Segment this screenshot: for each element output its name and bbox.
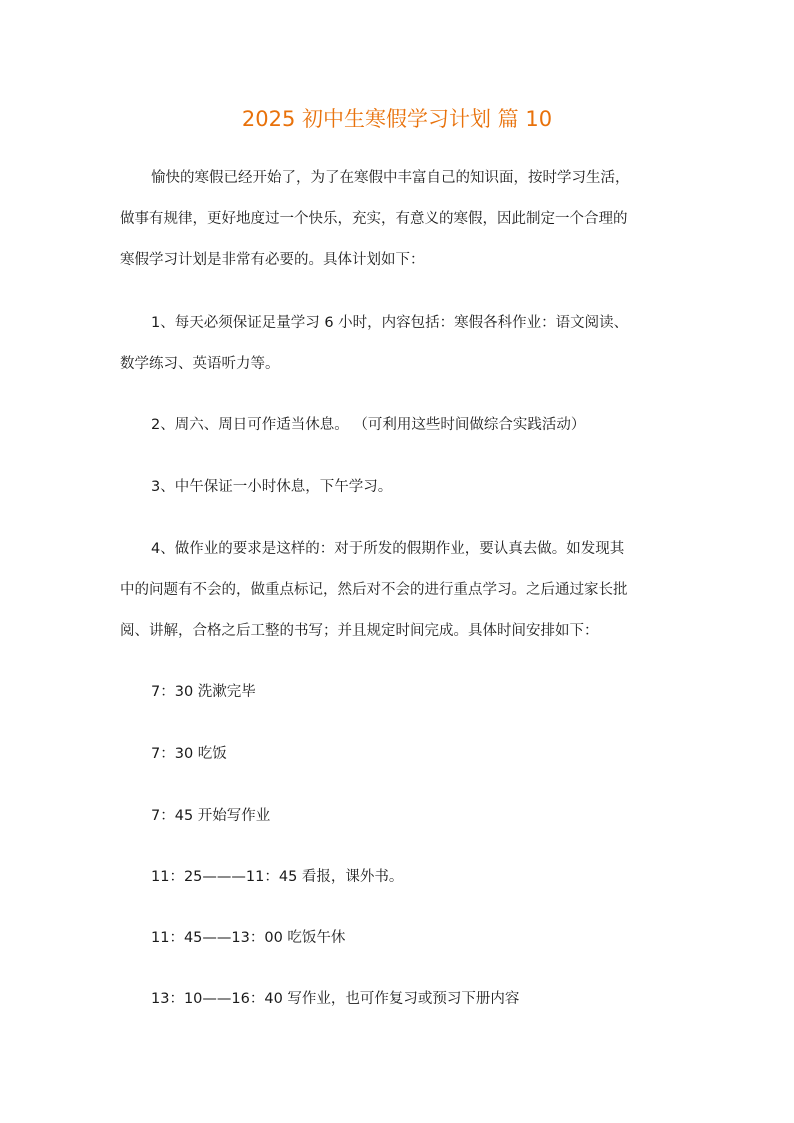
item-1-line-1: 1、每天必须保证足量学习 6 小时，内容包括：寒假各科作业：语文阅读、 xyxy=(151,315,629,331)
schedule-line: 11：45——13：00 吃饭午休 xyxy=(151,930,346,946)
item-3-paragraph xyxy=(120,467,680,508)
schedule-line: 11：25———11：45 看报，课外书。 xyxy=(151,869,404,885)
schedule-line: 7：30 吃饭 xyxy=(151,746,227,762)
item-4-line-3: 阅、讲解，合格之后工整的书写；并且规定时间完成。具体时间安排如下： xyxy=(120,623,599,639)
item-4-paragraph xyxy=(120,529,680,652)
intro-line-2: 做事有规律，更好地度过一个快乐，充实，有意义的寒假，因此制定一个合理的 xyxy=(120,211,628,227)
item-4-line-2: 中的问题有不会的，做重点标记，然后对不会的进行重点学习。之后通过家长批 xyxy=(120,582,628,598)
schedule-line: 13：10——16：40 写作业，也可作复习或预习下册内容 xyxy=(151,991,520,1007)
item-4-line-1: 4、做作业的要求是这样的：对于所发的假期作业，要认真去做。如发现其 xyxy=(151,541,625,557)
intro-line-1: 愉快的寒假已经开始了，为了在寒假中丰富自己的知识面，按时学习生活， xyxy=(151,170,630,186)
item-3-line: 3、中午保证一小时休息，下午学习。 xyxy=(151,479,393,495)
intro-paragraph xyxy=(120,158,680,281)
schedule-item-1 xyxy=(120,672,680,713)
item-2-paragraph xyxy=(120,405,680,446)
schedule-item-2 xyxy=(120,734,680,775)
schedule-item-3 xyxy=(120,796,680,837)
schedule-item-5 xyxy=(120,918,680,959)
intro-line-3: 寒假学习计划是非常有必要的。具体计划如下： xyxy=(120,252,425,268)
schedule-item-6 xyxy=(120,979,680,1020)
item-2-line: 2、周六、周日可作适当休息。 （可利用这些时间做综合实践活动） xyxy=(151,417,586,433)
schedule-item-4 xyxy=(120,857,680,898)
item-1-paragraph xyxy=(120,303,680,385)
schedule-line: 7：45 开始写作业 xyxy=(151,808,271,824)
document-title: 2025 初中生寒假学习计划 篇 10 xyxy=(241,107,553,131)
item-1-line-2: 数学练习、英语听力等。 xyxy=(120,356,280,372)
schedule-line: 7：30 洗漱完毕 xyxy=(151,684,256,700)
